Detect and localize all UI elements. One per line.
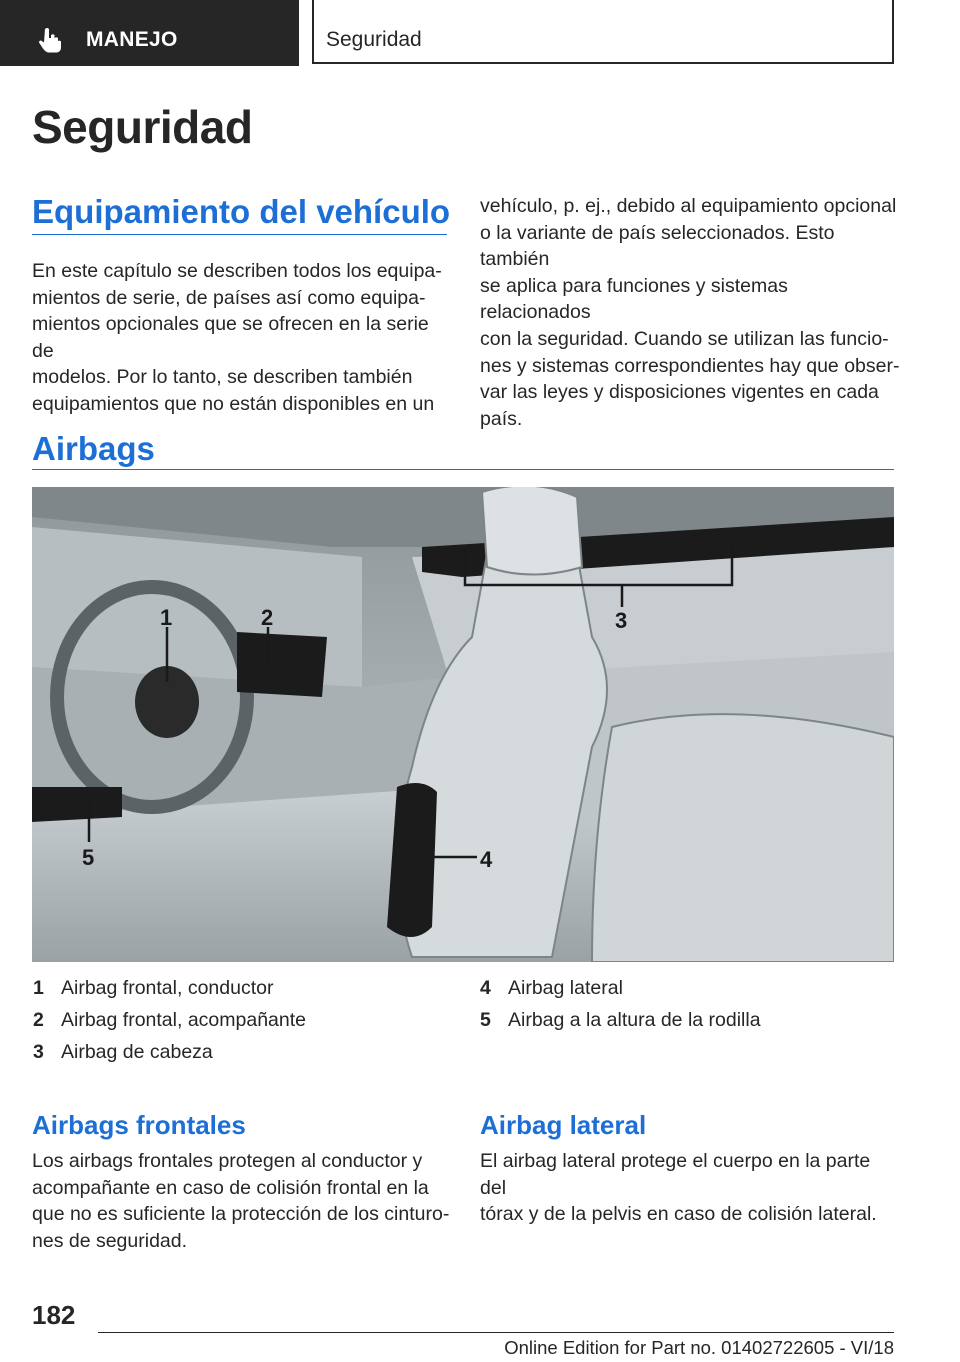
page-title: Seguridad [32,101,253,153]
text-line: En este capítulo se describen todos los equipa‐ [32,260,442,282]
header-section-tab [0,0,299,66]
text-line: nes y sistemas correspondientes hay que obser‐ [480,354,900,377]
subheading-airbag-lateral: Airbag lateral [480,1110,647,1140]
text-line: país. [480,407,523,430]
text-line: nes de seguridad. [32,1229,188,1252]
text-line: o la variante de país seleccionados. Esto también [480,221,835,271]
hand-pointer-icon [36,25,64,53]
text-line: se aplica para funciones y sistemas relacionados [480,274,788,324]
section-heading-equipamiento: Equipamiento del vehículo [32,193,451,230]
figure-callout-4: 4 [480,847,493,872]
footer-rule [98,1332,894,1333]
legend-number: 2 [33,1009,44,1031]
text-line: que no es suficiente la protección de los cinturo‐ [32,1203,450,1226]
subheading-airbags-frontales: Airbags frontales [32,1110,246,1140]
legend-text: Airbag frontal, conductor [61,977,274,999]
text-line: El airbag lateral protege el cuerpo en la parte del [480,1150,871,1199]
text-line: tórax y de la pelvis en caso de colisión lateral. [480,1203,877,1226]
text-line: Los airbags frontales protegen al conductor y [32,1150,423,1172]
frontales-paragraph [32,1148,457,1254]
legend-number: 5 [480,1009,491,1031]
figure-callout-1: 1 [160,605,173,630]
footer-edition: Online Edition for Part no. 01402722605 - VI/18 [504,1337,894,1358]
text-line: mientos de serie, de países así como equipa‐ [32,286,426,309]
legend-number: 3 [33,1041,44,1063]
section-heading-airbags: Airbags [32,430,155,467]
header-section-label: MANEJO [86,28,178,51]
text-line: mientos opcionales que se ofrecen en la serie de [32,313,429,362]
page-number: 182 [32,1300,76,1330]
lateral-paragraph [480,1148,900,1228]
legend-text: Airbag de cabeza [61,1041,213,1063]
legend-text: Airbag a la altura de la rodilla [508,1009,761,1031]
text-line: var las leyes y disposiciones vigentes en cada [480,381,879,404]
figure-callout-3: 3 [615,608,628,633]
text-line: acompañante en caso de colisión frontal en la [32,1176,429,1199]
legend-text: Airbag frontal, acompañante [61,1009,306,1031]
text-line: vehículo, p. ej., debido al equipamiento opcional [480,195,897,217]
car-interior-illustration [32,487,894,962]
legend-text: Airbag lateral [508,977,623,999]
header-chapter-tab [312,0,894,64]
legend-number: 4 [480,977,491,999]
equipamiento-paragraph-col1 [32,258,452,418]
text-line: modelos. Por lo tanto, se describen también [32,366,413,389]
figure-callout-5: 5 [82,845,95,870]
legend-number: 1 [33,977,44,999]
header-chapter-label: Seguridad [326,28,422,51]
section-rule [32,469,894,470]
text-line: con la seguridad. Cuando se utilizan las funcio‐ [480,327,889,350]
section-rule [32,234,447,235]
figure-callout-2: 2 [261,605,274,630]
equipamiento-paragraph-col2 [480,193,900,432]
text-line: equipamientos que no están disponibles en un [32,392,435,415]
airbag-figure [32,487,894,962]
